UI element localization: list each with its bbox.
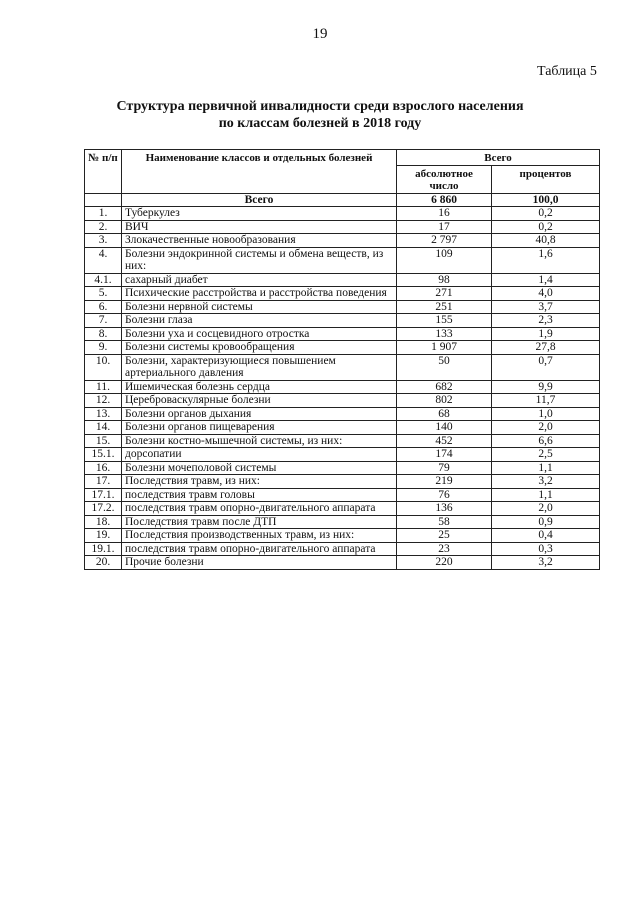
row-percent: 1,1 xyxy=(492,461,600,475)
row-percent: 6,6 xyxy=(492,434,600,448)
row-absolute: 25 xyxy=(397,529,492,543)
row-name: Прочие болезни xyxy=(122,556,397,570)
table-row xyxy=(85,354,600,380)
row-num: 17.1. xyxy=(85,488,122,502)
table-row xyxy=(85,247,600,273)
row-name: Болезни, характеризующиеся повышением артериального давления xyxy=(122,354,397,380)
row-name: Болезни органов дыхания xyxy=(122,407,397,421)
header-total: Всего xyxy=(397,150,600,166)
row-name: Психические расстройства и расстройства поведения xyxy=(122,287,397,301)
row-absolute: 98 xyxy=(397,273,492,287)
disability-table xyxy=(84,149,600,570)
row-absolute: 220 xyxy=(397,556,492,570)
row-percent: 40,8 xyxy=(492,234,600,248)
header-name: Наименование классов и отдельных болезней xyxy=(122,150,397,194)
row-percent: 3,7 xyxy=(492,300,600,314)
row-num: 15. xyxy=(85,434,122,448)
row-name: сахарный диабет xyxy=(122,273,397,287)
table-row xyxy=(85,515,600,529)
table-row xyxy=(85,556,600,570)
row-percent: 2,0 xyxy=(492,421,600,435)
table-row xyxy=(85,529,600,543)
row-num: 17.2. xyxy=(85,502,122,516)
row-absolute: 452 xyxy=(397,434,492,448)
row-absolute: 68 xyxy=(397,407,492,421)
total-row xyxy=(85,193,600,207)
row-absolute: 109 xyxy=(397,247,492,273)
row-percent: 0,7 xyxy=(492,354,600,380)
row-name: Болезни органов пищеварения xyxy=(122,421,397,435)
table-row xyxy=(85,341,600,355)
table-row xyxy=(85,488,600,502)
row-absolute: 251 xyxy=(397,300,492,314)
row-percent: 1,1 xyxy=(492,488,600,502)
row-num: 4.1. xyxy=(85,273,122,287)
table-row xyxy=(85,327,600,341)
row-name: Злокачественные новообразования xyxy=(122,234,397,248)
row-num: 17. xyxy=(85,475,122,489)
row-num: 19. xyxy=(85,529,122,543)
row-percent: 0,4 xyxy=(492,529,600,543)
row-percent: 0,3 xyxy=(492,542,600,556)
row-absolute: 2 797 xyxy=(397,234,492,248)
row-percent: 1,9 xyxy=(492,327,600,341)
row-name: Болезни костно-мышечной системы, из них: xyxy=(122,434,397,448)
row-name: Болезни глаза xyxy=(122,314,397,328)
table-row xyxy=(85,434,600,448)
row-num: 4. xyxy=(85,247,122,273)
table-label: Таблица 5 xyxy=(537,64,597,79)
row-percent: 2,3 xyxy=(492,314,600,328)
row-absolute: 682 xyxy=(397,380,492,394)
row-absolute: 58 xyxy=(397,515,492,529)
row-num: 13. xyxy=(85,407,122,421)
row-num: 5. xyxy=(85,287,122,301)
table-row xyxy=(85,220,600,234)
row-percent: 1,6 xyxy=(492,247,600,273)
row-absolute: 133 xyxy=(397,327,492,341)
row-name: последствия травм головы xyxy=(122,488,397,502)
row-absolute: 76 xyxy=(397,488,492,502)
row-name: ВИЧ xyxy=(122,220,397,234)
table-row xyxy=(85,502,600,516)
row-absolute: 50 xyxy=(397,354,492,380)
row-name: Болезни системы кровообращения xyxy=(122,341,397,355)
row-num: 15.1. xyxy=(85,448,122,462)
row-num: 9. xyxy=(85,341,122,355)
row-name: Болезни уха и сосцевидного отростка xyxy=(122,327,397,341)
row-absolute: 802 xyxy=(397,394,492,408)
row-percent: 9,9 xyxy=(492,380,600,394)
header-percent: процентов xyxy=(492,165,600,193)
row-percent: 2,5 xyxy=(492,448,600,462)
row-name: Последствия производственных травм, из них: xyxy=(122,529,397,543)
row-percent: 1,0 xyxy=(492,407,600,421)
row-percent: 3,2 xyxy=(492,556,600,570)
row-num: 1. xyxy=(85,207,122,221)
table-row xyxy=(85,234,600,248)
row-name: Последствия травм после ДТП xyxy=(122,515,397,529)
total-absolute: 6 860 xyxy=(397,193,492,207)
row-absolute: 271 xyxy=(397,287,492,301)
table-row xyxy=(85,273,600,287)
row-num: 2. xyxy=(85,220,122,234)
table-title xyxy=(0,98,640,132)
row-num: 14. xyxy=(85,421,122,435)
row-percent: 4,0 xyxy=(492,287,600,301)
row-num: 3. xyxy=(85,234,122,248)
row-percent: 0,2 xyxy=(492,220,600,234)
row-absolute: 155 xyxy=(397,314,492,328)
row-num: 10. xyxy=(85,354,122,380)
row-percent: 3,2 xyxy=(492,475,600,489)
table-row xyxy=(85,421,600,435)
header-row xyxy=(85,150,600,166)
header-absolute: абсолютное число xyxy=(397,165,492,193)
row-percent: 11,7 xyxy=(492,394,600,408)
row-num: 8. xyxy=(85,327,122,341)
row-absolute: 219 xyxy=(397,475,492,489)
row-name: дорсопатии xyxy=(122,448,397,462)
row-percent: 1,4 xyxy=(492,273,600,287)
total-num xyxy=(85,193,122,207)
row-name: Последствия травм, из них: xyxy=(122,475,397,489)
row-name: Болезни эндокринной системы и обмена веществ, из них: xyxy=(122,247,397,273)
row-name: Ишемическая болезнь сердца xyxy=(122,380,397,394)
row-absolute: 17 xyxy=(397,220,492,234)
row-absolute: 140 xyxy=(397,421,492,435)
row-absolute: 1 907 xyxy=(397,341,492,355)
row-percent: 0,2 xyxy=(492,207,600,221)
page-number: 19 xyxy=(312,26,328,42)
table-row xyxy=(85,380,600,394)
row-name: последствия травм опорно-двигательного аппарата xyxy=(122,502,397,516)
table-row xyxy=(85,300,600,314)
row-absolute: 174 xyxy=(397,448,492,462)
total-label: Всего xyxy=(122,193,397,207)
row-num: 20. xyxy=(85,556,122,570)
table-row xyxy=(85,407,600,421)
row-num: 12. xyxy=(85,394,122,408)
row-absolute: 16 xyxy=(397,207,492,221)
title-line-1: Структура первичной инвалидности среди взрослого населения xyxy=(116,99,524,114)
row-name: Болезни нервной системы xyxy=(122,300,397,314)
row-absolute: 23 xyxy=(397,542,492,556)
row-name: Туберкулез xyxy=(122,207,397,221)
table-row xyxy=(85,314,600,328)
row-name: Цереброваскулярные болезни xyxy=(122,394,397,408)
row-name: Болезни мочеполовой системы xyxy=(122,461,397,475)
table-row xyxy=(85,448,600,462)
row-num: 7. xyxy=(85,314,122,328)
row-num: 19.1. xyxy=(85,542,122,556)
header-num: № п/п xyxy=(85,150,122,194)
table-row xyxy=(85,394,600,408)
table-row xyxy=(85,542,600,556)
row-percent: 27,8 xyxy=(492,341,600,355)
row-num: 16. xyxy=(85,461,122,475)
row-num: 18. xyxy=(85,515,122,529)
table-row xyxy=(85,475,600,489)
row-percent: 2,0 xyxy=(492,502,600,516)
table-row xyxy=(85,207,600,221)
total-percent: 100,0 xyxy=(492,193,600,207)
table-row xyxy=(85,461,600,475)
row-absolute: 136 xyxy=(397,502,492,516)
row-num: 11. xyxy=(85,380,122,394)
row-name: последствия травм опорно-двигательного аппарата xyxy=(122,542,397,556)
row-percent: 0,9 xyxy=(492,515,600,529)
table-row xyxy=(85,287,600,301)
row-num: 6. xyxy=(85,300,122,314)
row-absolute: 79 xyxy=(397,461,492,475)
title-line-2: по классам болезней в 2018 году xyxy=(218,116,422,131)
